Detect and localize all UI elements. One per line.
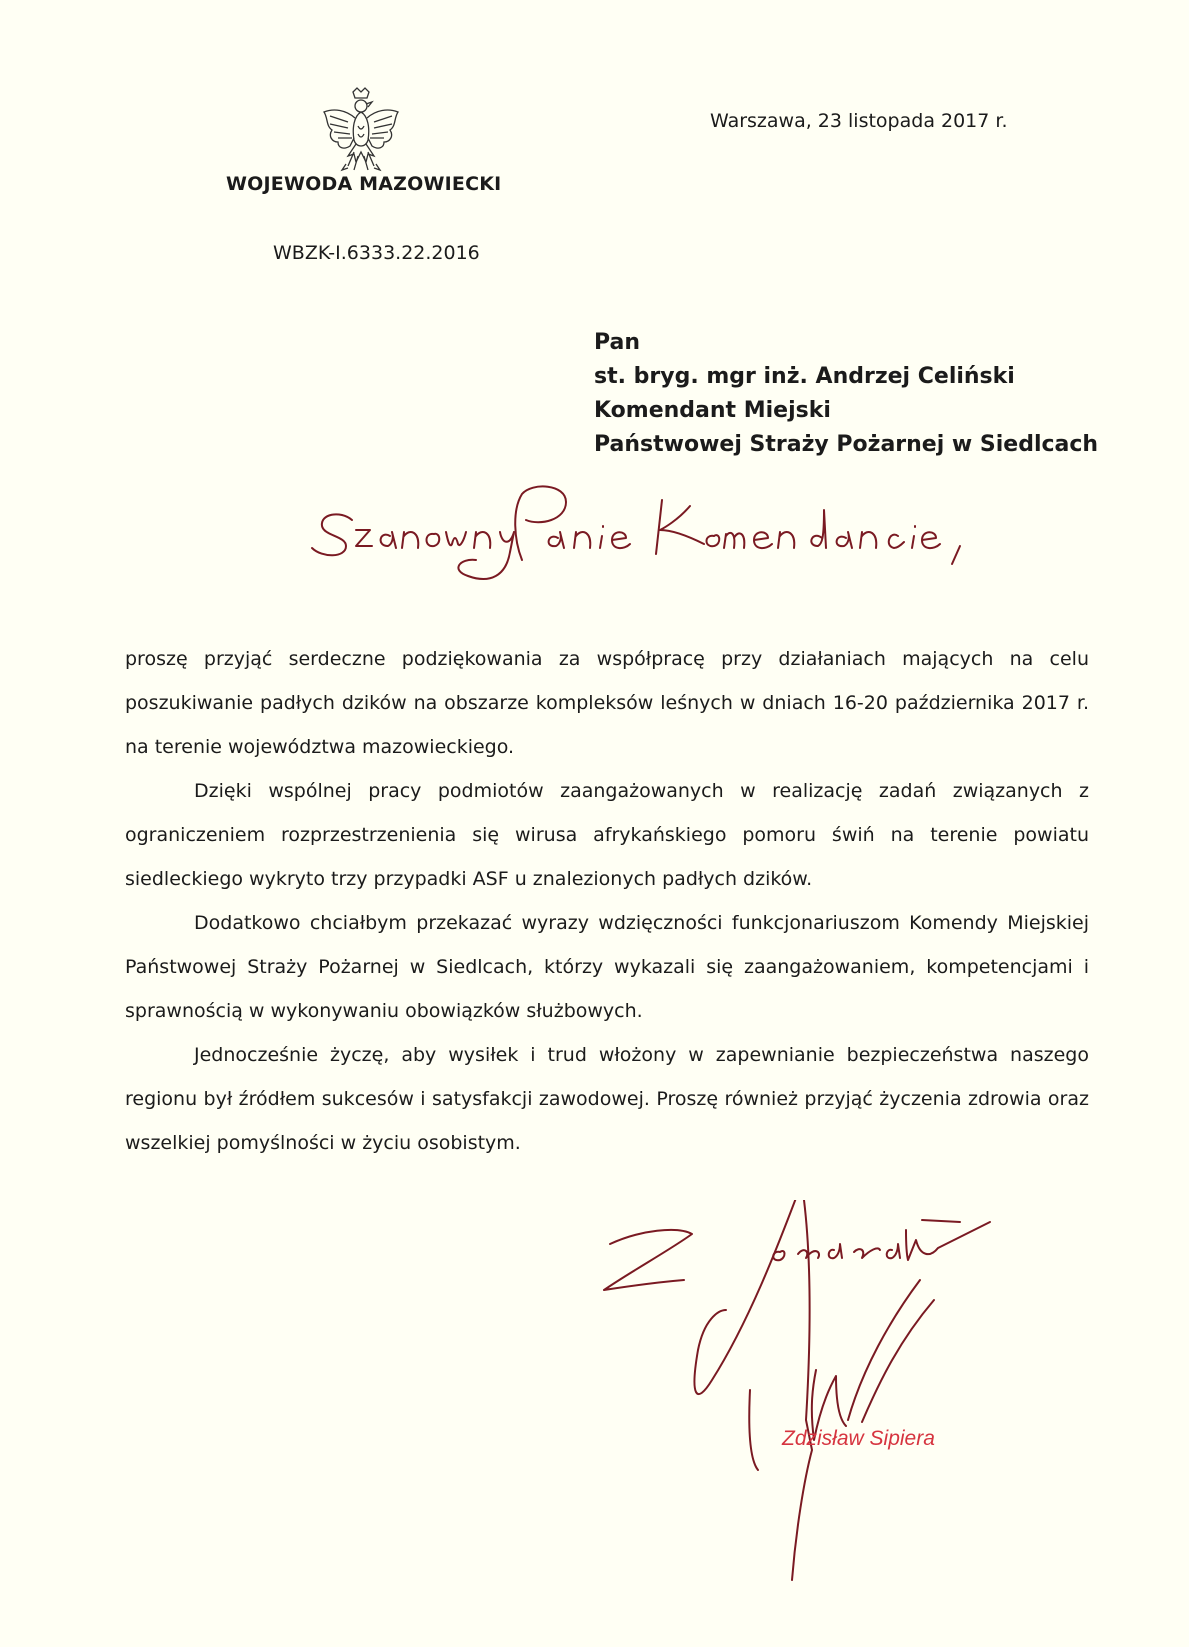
- letter-date: Warszawa, 23 listopada 2017 r.: [710, 110, 1008, 132]
- recipient-line: Pan: [594, 330, 641, 355]
- body-paragraph: proszę przyjąć serdeczne podziękowania za współpracę przy działaniach mających na celu poszukiwanie padłych dzików na obszarze kompleksów leśnych w dniach 16-20 października 2017 r. na terenie województwa mazowieckiego.: [125, 648, 1089, 758]
- handwritten-salutation: [300, 480, 980, 620]
- issuing-authority: WOJEWODA MAZOWIECKI: [226, 173, 502, 195]
- recipient-line: st. bryg. mgr inż. Andrzej Celiński: [594, 364, 1015, 389]
- handwritten-signature: [600, 1200, 1060, 1620]
- recipient-block: [594, 326, 1098, 462]
- body-paragraph: Jednocześnie życzę, aby wysiłek i trud włożony w zapewnianie bezpieczeństwa naszego regionu był źródłem sukcesów i satysfakcji zawodowej. Proszę również przyjąć życzenia zdrowia oraz wszelkiej pomyślności w życiu osobistym.: [125, 1044, 1089, 1154]
- recipient-line: Państwowej Straży Pożarnej w Siedlcach: [594, 432, 1099, 457]
- letter-body: [125, 637, 1089, 1165]
- reference-number: WBZK-I.6333.22.2016: [273, 242, 480, 264]
- recipient-line: Komendant Miejski: [594, 398, 831, 423]
- signatory-name-stamp: Zdzisław Sipiera: [782, 1427, 935, 1450]
- body-paragraph: Dodatkowo chciałbym przekazać wyrazy wdzięczności funkcjonariuszom Komendy Miejskiej Państwowej Straży Pożarnej w Siedlcach, którzy wykazali się zaangażowaniem, kompetencjami i sprawnością w wykonywaniu obowiązków służbowych.: [125, 912, 1089, 1022]
- body-paragraph: Dzięki wspólnej pracy podmiotów zaangażowanych w realizację zadań związanych z ograniczeniem rozprzestrzenienia się wirusa afrykańskiego pomoru świń na terenie powiatu siedleckiego wykryto trzy przypadki ASF u znalezionych padłych dzików.: [125, 780, 1089, 890]
- polish-eagle-emblem-icon: [318, 86, 404, 176]
